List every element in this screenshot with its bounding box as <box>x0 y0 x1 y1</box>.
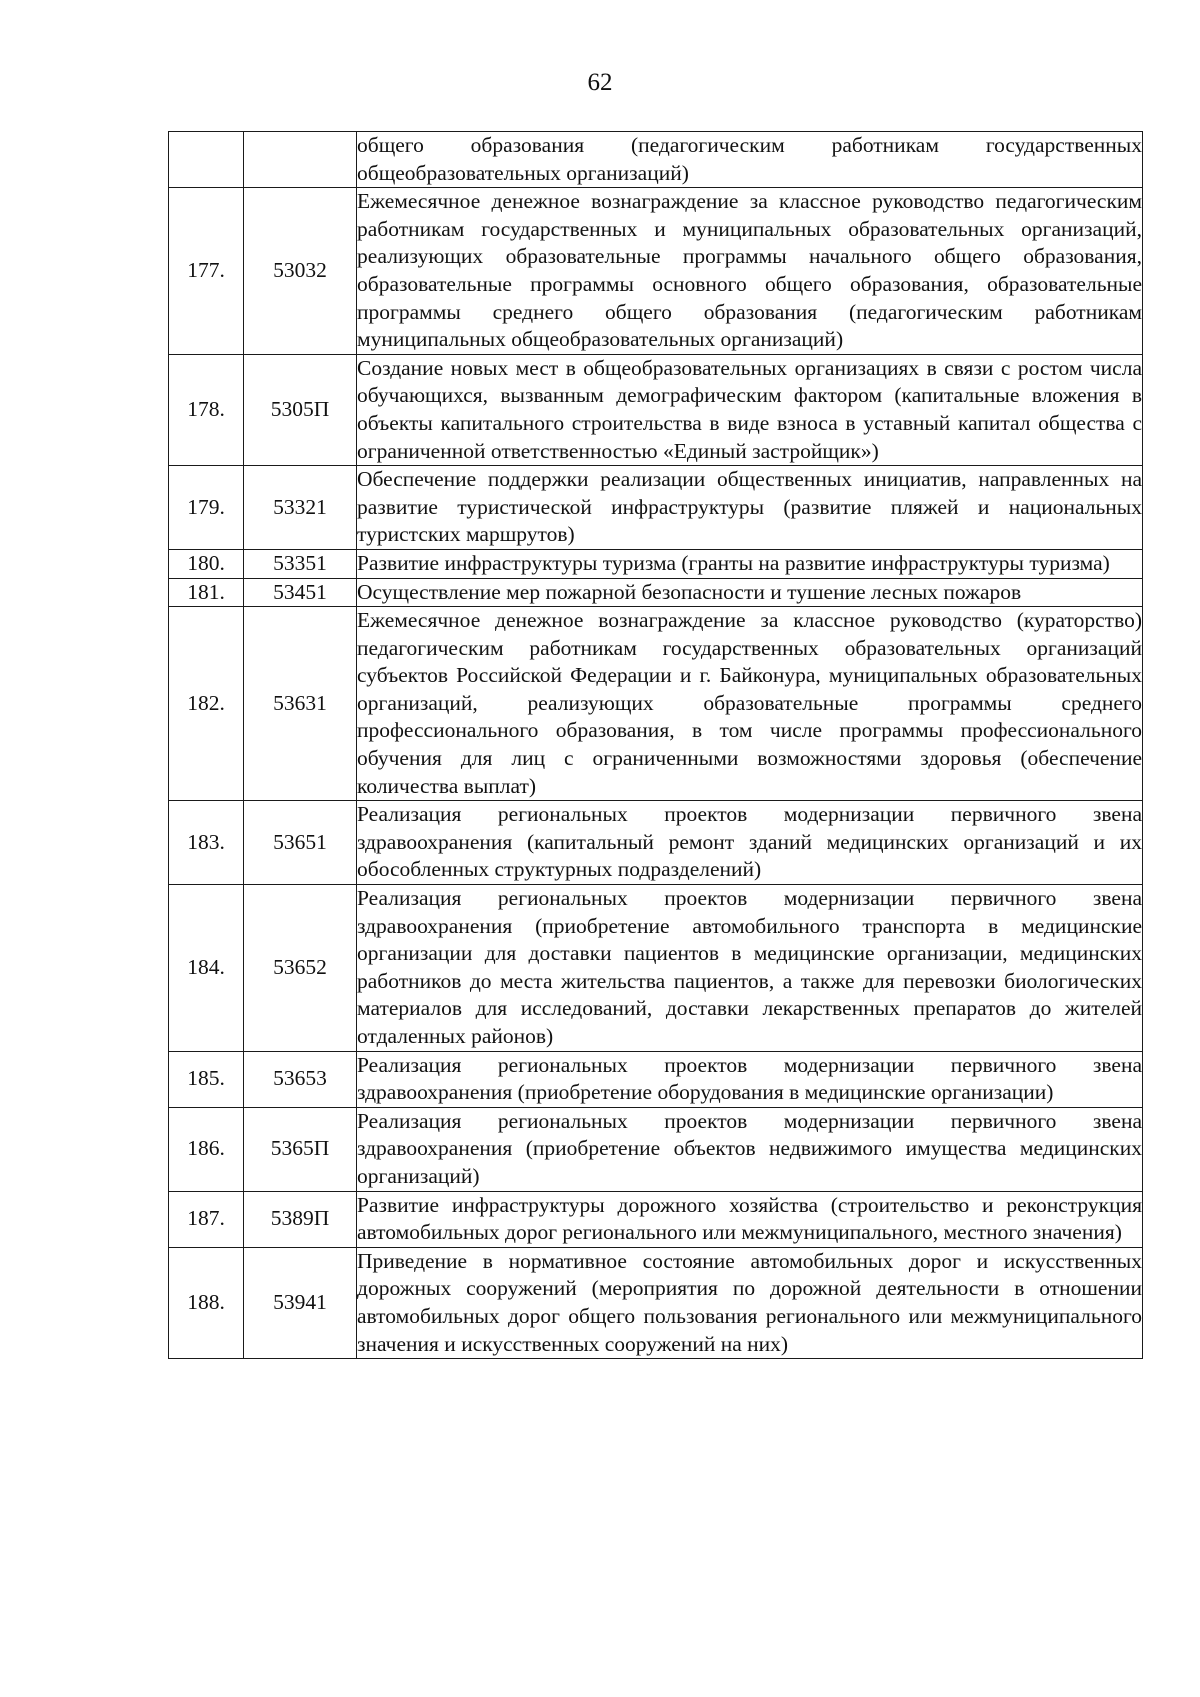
table-row <box>169 578 1143 607</box>
row-description: Приведение в нормативное состояние автомобильных дорог и искусственных дорожных сооружений (мероприятия по дорожной деятельности в отношении автомобильных дорог общего пользования регионального или межмуниципального значения и искусственных сооружений на них) <box>357 1247 1143 1358</box>
table-row <box>169 607 1143 801</box>
row-number <box>169 132 244 188</box>
table-row <box>169 188 1143 355</box>
row-description: Развитие инфраструктуры дорожного хозяйства (строительство и реконструкция автомобильных дорог регионального или межмуниципального, местного значения) <box>357 1191 1143 1247</box>
row-code: 53351 <box>244 549 357 578</box>
table-row <box>169 1191 1143 1247</box>
row-description: Ежемесячное денежное вознаграждение за классное руководство педагогическим работникам государственных и муниципальных образовательных организаций, реализующих образовательные программы начального общего образования, образовательные программы основного общего образования, образовательные программы среднего общего образования (педагогическим работникам муниципальных общеобразовательных организаций) <box>357 188 1143 355</box>
row-code: 53652 <box>244 885 357 1052</box>
row-description: Реализация региональных проектов модернизации первичного звена здравоохранения (приобретение оборудования в медицинские организации) <box>357 1051 1143 1107</box>
row-description: Ежемесячное денежное вознаграждение за классное руководство (кураторство) педагогическим работникам государственных образовательных организаций субъектов Российской Федерации и г. Байконура, муниципальных образовательных организаций, реализующих образовательные программы среднего профессионального образования, в том числе программы профессионального обучения для лиц с ограниченными возможностями здоровья (обеспечение количества выплат) <box>357 607 1143 801</box>
row-code: 53032 <box>244 188 357 355</box>
row-code: 53451 <box>244 578 357 607</box>
table-row <box>169 1051 1143 1107</box>
table-row <box>169 132 1143 188</box>
row-code: 53631 <box>244 607 357 801</box>
table-row <box>169 1247 1143 1358</box>
table-row <box>169 1107 1143 1191</box>
table-row <box>169 549 1143 578</box>
row-number: 179. <box>169 466 244 550</box>
row-code: 53653 <box>244 1051 357 1107</box>
row-description: общего образования (педагогическим работникам государственных общеобразовательных организаций) <box>357 132 1143 188</box>
row-code: 53321 <box>244 466 357 550</box>
row-description: Реализация региональных проектов модернизации первичного звена здравоохранения (приобретение автомобильного транспорта в медицинские организации для доставки пациентов в медицинские организации, медицинских работников до места жительства пациентов, а также для перевозки биологических материалов для исследований, доставки лекарственных препаратов до жителей отдаленных районов) <box>357 885 1143 1052</box>
row-description: Реализация региональных проектов модернизации первичного звена здравоохранения (капитальный ремонт зданий медицинских организаций и их обособленных структурных подразделений) <box>357 801 1143 885</box>
row-number: 188. <box>169 1247 244 1358</box>
page-number: 62 <box>587 69 613 96</box>
row-code <box>244 132 357 188</box>
budget-codes-table <box>168 131 1143 1359</box>
row-number: 181. <box>169 578 244 607</box>
row-number: 183. <box>169 801 244 885</box>
table-row <box>169 801 1143 885</box>
row-number: 178. <box>169 354 244 465</box>
table-row <box>169 354 1143 465</box>
row-code: 53651 <box>244 801 357 885</box>
row-description: Осуществление мер пожарной безопасности и тушение лесных пожаров <box>357 578 1143 607</box>
row-description: Развитие инфраструктуры туризма (гранты на развитие инфраструктуры туризма) <box>357 549 1143 578</box>
row-code: 5305П <box>244 354 357 465</box>
row-number: 187. <box>169 1191 244 1247</box>
row-number: 185. <box>169 1051 244 1107</box>
row-code: 53941 <box>244 1247 357 1358</box>
row-description: Реализация региональных проектов модернизации первичного звена здравоохранения (приобретение объектов недвижимого имущества медицинских организаций) <box>357 1107 1143 1191</box>
table-row <box>169 466 1143 550</box>
row-number: 184. <box>169 885 244 1052</box>
row-code: 5389П <box>244 1191 357 1247</box>
row-description: Создание новых мест в общеобразовательных организациях в связи с ростом числа обучающихся, вызванным демографическим фактором (капитальные вложения в объекты капитального строительства в виде взноса в уставный капитал общества с ограниченной ответственностью «Единый застройщик») <box>357 354 1143 465</box>
row-code: 5365П <box>244 1107 357 1191</box>
table-row <box>169 885 1143 1052</box>
row-description: Обеспечение поддержки реализации общественных инициатив, направленных на развитие туристической инфраструктуры (развитие пляжей и национальных туристских маршрутов) <box>357 466 1143 550</box>
row-number: 182. <box>169 607 244 801</box>
row-number: 177. <box>169 188 244 355</box>
row-number: 186. <box>169 1107 244 1191</box>
row-number: 180. <box>169 549 244 578</box>
